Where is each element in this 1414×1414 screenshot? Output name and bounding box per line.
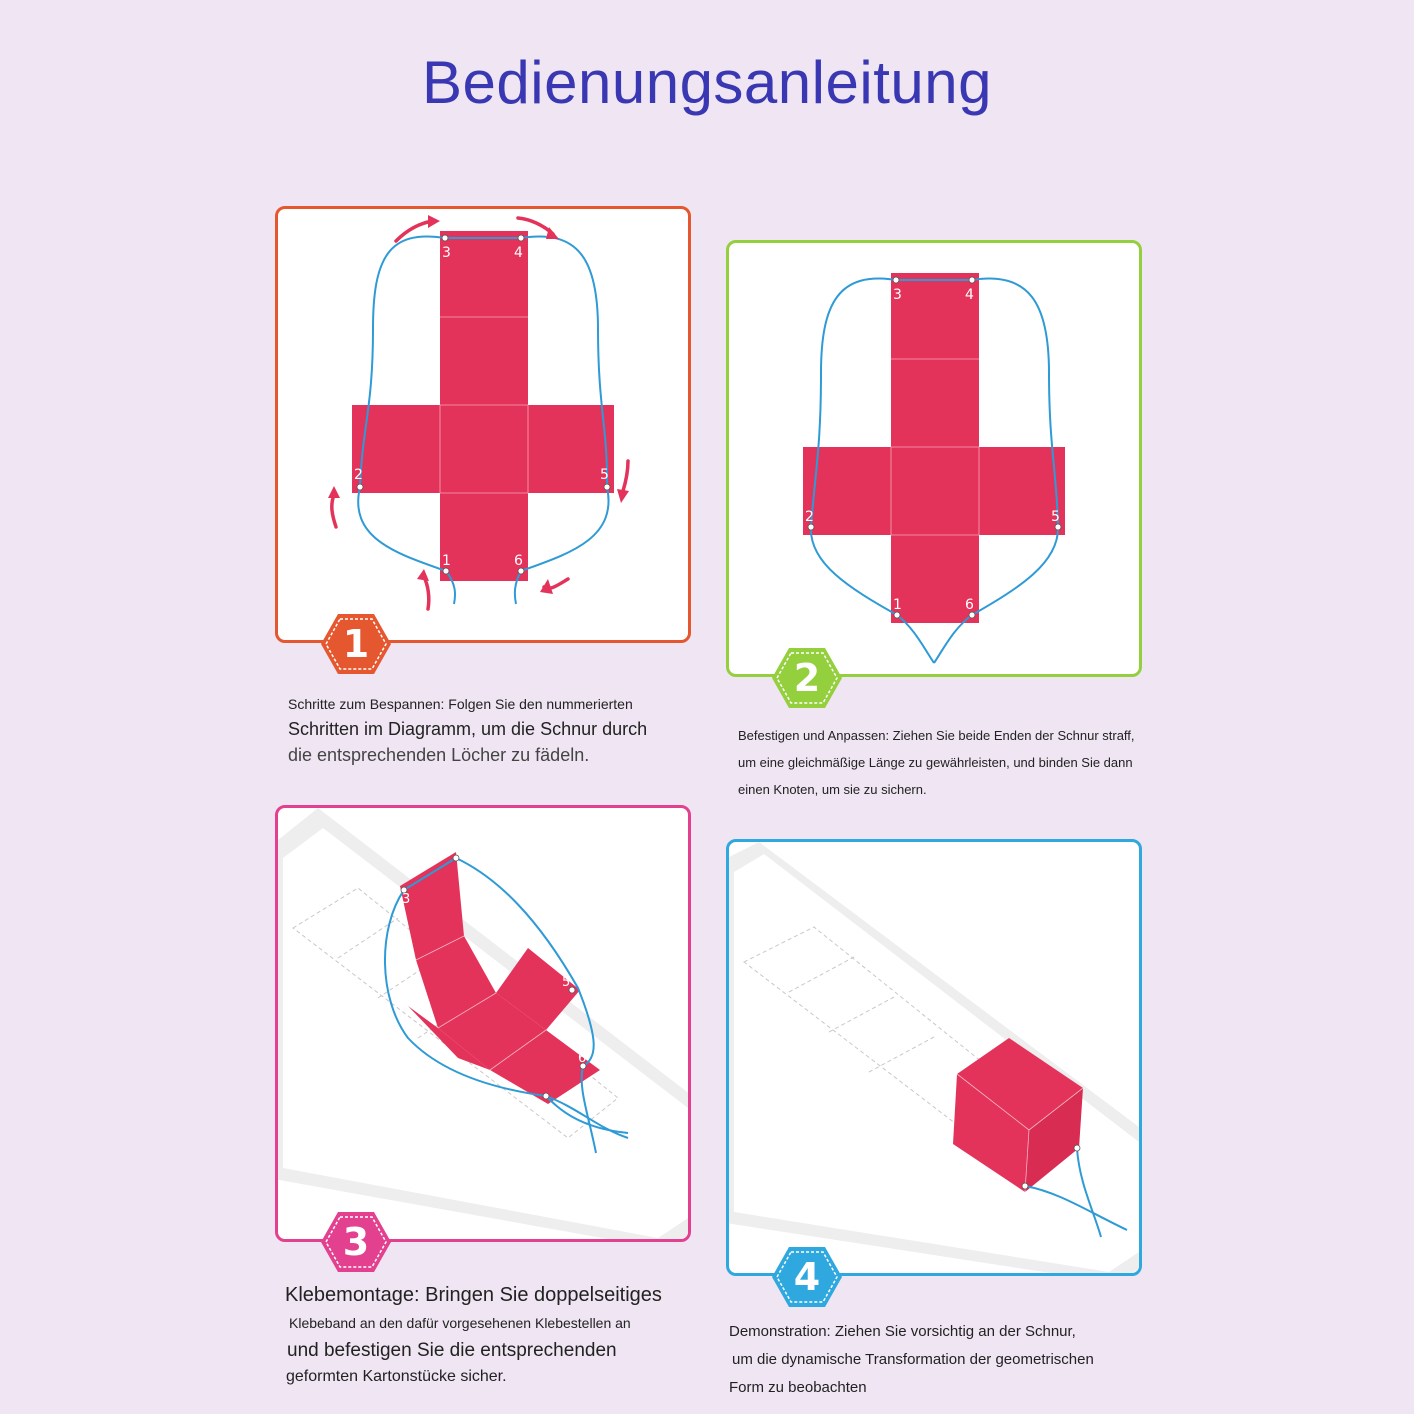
step-3-hole-6: 6 bbox=[578, 1051, 587, 1066]
step-2-description-line: um eine gleichmäßige Länge zu gewährleisten, und binden Sie dann bbox=[738, 755, 1133, 770]
step-4-panel bbox=[726, 839, 1142, 1276]
step-3-description-line: geformten Kartonstücke sicher. bbox=[286, 1368, 507, 1385]
step-3-panel bbox=[275, 805, 691, 1242]
step-1-badge bbox=[320, 612, 392, 676]
step-1-hole-6: 6 bbox=[514, 553, 523, 569]
step-2-description-line: Befestigen und Anpassen: Ziehen Sie beide Enden der Schnur straff, bbox=[738, 728, 1135, 743]
step-2-hole-5: 5 bbox=[1051, 509, 1060, 525]
arrow-icon bbox=[623, 461, 628, 491]
step-1-diagram bbox=[278, 209, 688, 640]
arrow-icon bbox=[332, 495, 336, 527]
step-3-description-line: Klebemontage: Bringen Sie doppelseitiges bbox=[285, 1284, 662, 1306]
step-1-hole-1: 1 bbox=[442, 553, 451, 569]
step-1-description-line: Schritten im Diagramm, um die Schnur durch bbox=[288, 719, 648, 739]
arrow-icon bbox=[424, 577, 429, 609]
step-1-description-line: Schritte zum Bespannen: Folgen Sie den nummerierten bbox=[288, 696, 633, 712]
step-2-badge bbox=[771, 646, 843, 710]
step-2-diagram bbox=[729, 243, 1139, 674]
step-1-hole-5: 5 bbox=[600, 467, 609, 483]
step-3-description bbox=[285, 1284, 662, 1386]
step-4-description-line: um die dynamische Transformation der geometrischen bbox=[732, 1351, 1094, 1368]
step-4-number: 4 bbox=[793, 1255, 821, 1299]
step-3-badge bbox=[320, 1210, 392, 1274]
page-title: Bedienungsanleitung bbox=[422, 49, 992, 116]
step-2-number: 2 bbox=[793, 656, 821, 700]
step-2-description bbox=[738, 722, 1135, 803]
step-3-hole-3: 3 bbox=[402, 892, 411, 907]
step-1-hole-3: 3 bbox=[442, 245, 451, 261]
step-2-hole-6: 6 bbox=[965, 597, 974, 613]
step-1-number: 1 bbox=[342, 622, 370, 666]
step-2-description-line: einen Knoten, um sie zu sichern. bbox=[738, 782, 927, 797]
step-4-diagram bbox=[729, 842, 1139, 1273]
step-2-hole-1: 1 bbox=[893, 597, 902, 613]
step-2-hole-3: 3 bbox=[893, 287, 902, 303]
step-3-diagram bbox=[278, 808, 688, 1239]
step-3-hole-5: 5 bbox=[562, 975, 571, 990]
step-1-description bbox=[288, 696, 647, 766]
step-3-description-line: und befestigen Sie die entsprechenden bbox=[287, 1340, 617, 1361]
step-2-panel bbox=[726, 240, 1142, 677]
step-4-description bbox=[729, 1318, 1094, 1402]
step-1-hole-4: 4 bbox=[514, 245, 523, 261]
step-1-hole-2: 2 bbox=[354, 467, 363, 483]
step-2-hole-2: 2 bbox=[805, 509, 814, 525]
step-3-number: 3 bbox=[342, 1220, 370, 1264]
step-1-panel bbox=[275, 206, 691, 643]
step-2-hole-4: 4 bbox=[965, 287, 974, 303]
step-4-description-line: Demonstration: Ziehen Sie vorsichtig an der Schnur, bbox=[729, 1323, 1076, 1340]
step-4-description-line: Form zu beobachten bbox=[729, 1379, 867, 1396]
step-3-description-line: Klebeband an den dafür vorgesehenen Klebestellen an bbox=[289, 1315, 631, 1331]
step-1-description-line: die entsprechenden Löcher zu fädeln. bbox=[288, 745, 590, 765]
step-4-badge bbox=[771, 1245, 843, 1309]
